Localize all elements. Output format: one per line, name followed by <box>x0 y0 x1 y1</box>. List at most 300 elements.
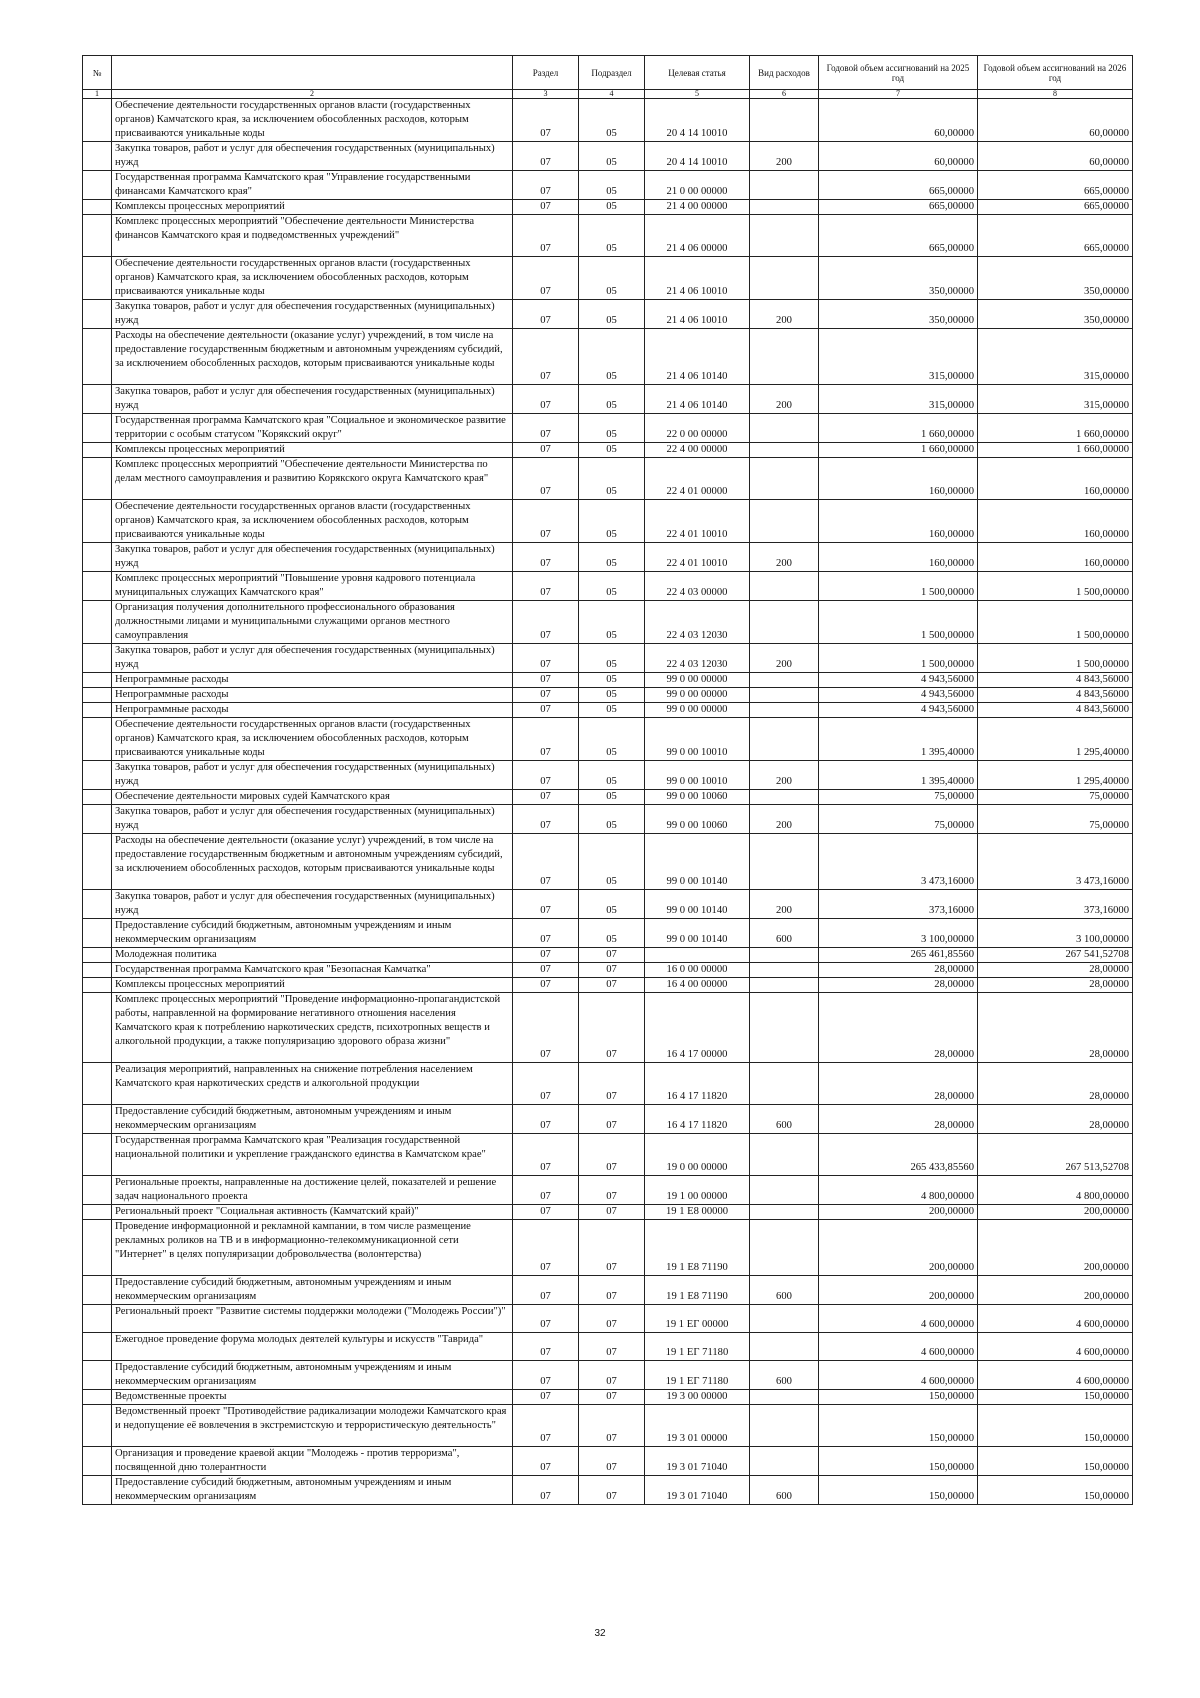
row-target-cell: 22 0 00 00000 <box>645 414 750 443</box>
row-name-cell: Обеспечение деятельности государственных органов власти (государственных органов) Камчатского края, за исключением обособленных расходов, которым присваиваются уникальные коды <box>112 257 513 300</box>
row-target-cell: 20 4 14 10010 <box>645 99 750 142</box>
table-row <box>83 1205 1133 1220</box>
row-kind-cell <box>750 948 819 963</box>
table-row <box>83 1134 1133 1176</box>
row-name-cell: Государственная программа Камчатского края "Управление государственными финансами Камчатского края" <box>112 171 513 200</box>
row-name-cell: Закупка товаров, работ и услуг для обеспечения государственных (муниципальных) нужд <box>112 805 513 834</box>
row-target-cell: 16 0 00 00000 <box>645 963 750 978</box>
row-razdel-cell: 07 <box>513 761 579 790</box>
row-2025-cell: 1 500,00000 <box>819 572 978 601</box>
row-number-cell <box>83 890 112 919</box>
row-name-cell: Непрограммные расходы <box>112 703 513 718</box>
row-number-cell <box>83 601 112 644</box>
row-razdel-cell: 07 <box>513 572 579 601</box>
row-kind-cell <box>750 1333 819 1361</box>
table-row <box>83 1476 1133 1505</box>
row-2025-cell: 3 100,00000 <box>819 919 978 948</box>
row-2026-cell: 4 843,56000 <box>978 673 1133 688</box>
row-number-cell <box>83 1276 112 1305</box>
row-razdel-cell: 07 <box>513 718 579 761</box>
table-row <box>83 703 1133 718</box>
row-2025-cell: 4 943,56000 <box>819 688 978 703</box>
row-razdel-cell: 07 <box>513 993 579 1063</box>
row-number-cell <box>83 805 112 834</box>
table-row <box>83 1361 1133 1390</box>
row-number-cell <box>83 171 112 200</box>
row-2025-cell: 1 500,00000 <box>819 601 978 644</box>
row-name-cell: Закупка товаров, работ и услуг для обеспечения государственных (муниципальных) нужд <box>112 300 513 329</box>
row-number-cell <box>83 1405 112 1447</box>
row-kind-cell <box>750 572 819 601</box>
row-number-cell <box>83 1447 112 1476</box>
row-2025-cell: 1 395,40000 <box>819 761 978 790</box>
table-row <box>83 1333 1133 1361</box>
row-podrazdel-cell: 05 <box>579 572 645 601</box>
row-razdel-cell: 07 <box>513 1361 579 1390</box>
row-2025-cell: 160,00000 <box>819 458 978 500</box>
row-razdel-cell: 07 <box>513 99 579 142</box>
row-kind-cell <box>750 718 819 761</box>
row-kind-cell <box>750 1405 819 1447</box>
row-2026-cell: 160,00000 <box>978 500 1133 543</box>
table-row <box>83 443 1133 458</box>
row-number-cell <box>83 644 112 673</box>
row-name-cell: Закупка товаров, работ и услуг для обеспечения государственных (муниципальных) нужд <box>112 890 513 919</box>
row-razdel-cell: 07 <box>513 601 579 644</box>
header-target: Целевая статья <box>645 56 750 90</box>
row-podrazdel-cell: 05 <box>579 805 645 834</box>
row-2025-cell: 315,00000 <box>819 385 978 414</box>
row-name-cell: Непрограммные расходы <box>112 688 513 703</box>
column-number: 5 <box>645 90 750 99</box>
row-kind-cell: 600 <box>750 1105 819 1134</box>
row-kind-cell <box>750 414 819 443</box>
row-name-cell: Ведомственный проект "Противодействие радикализации молодежи Камчатского края и недопущение её вовлечения в экстремистскую и террористическую деятельность" <box>112 1405 513 1447</box>
row-razdel-cell: 07 <box>513 385 579 414</box>
row-2025-cell: 1 660,00000 <box>819 414 978 443</box>
row-target-cell: 99 0 00 10060 <box>645 805 750 834</box>
row-podrazdel-cell: 05 <box>579 443 645 458</box>
row-name-cell: Организация и проведение краевой акции "Молодежь - против терроризма", посвященной дню толерантности <box>112 1447 513 1476</box>
row-name-cell: Молодежная политика <box>112 948 513 963</box>
row-podrazdel-cell: 05 <box>579 790 645 805</box>
row-2026-cell: 1 500,00000 <box>978 572 1133 601</box>
row-2026-cell: 60,00000 <box>978 142 1133 171</box>
row-target-cell: 21 4 00 00000 <box>645 200 750 215</box>
row-2026-cell: 150,00000 <box>978 1447 1133 1476</box>
row-target-cell: 19 1 ЕГ 00000 <box>645 1305 750 1333</box>
table-row <box>83 300 1133 329</box>
row-podrazdel-cell: 07 <box>579 1205 645 1220</box>
row-podrazdel-cell: 07 <box>579 978 645 993</box>
table-row <box>83 948 1133 963</box>
row-2026-cell: 350,00000 <box>978 300 1133 329</box>
row-2026-cell: 150,00000 <box>978 1390 1133 1405</box>
row-number-cell <box>83 1134 112 1176</box>
row-2026-cell: 373,16000 <box>978 890 1133 919</box>
row-razdel-cell: 07 <box>513 215 579 257</box>
row-razdel-cell: 07 <box>513 1105 579 1134</box>
row-name-cell: Закупка товаров, работ и услуг для обеспечения государственных (муниципальных) нужд <box>112 385 513 414</box>
row-number-cell <box>83 99 112 142</box>
row-podrazdel-cell: 05 <box>579 414 645 443</box>
row-2026-cell: 28,00000 <box>978 1063 1133 1105</box>
row-name-cell: Комплекс процессных мероприятий "Обеспечение деятельности Министерства по делам местного самоуправления и развитию Корякского округа Камчатского края" <box>112 458 513 500</box>
row-razdel-cell: 07 <box>513 300 579 329</box>
row-target-cell: 21 4 06 10140 <box>645 329 750 385</box>
column-number: 6 <box>750 90 819 99</box>
row-razdel-cell: 07 <box>513 1390 579 1405</box>
table-row <box>83 1390 1133 1405</box>
row-2026-cell: 665,00000 <box>978 215 1133 257</box>
row-kind-cell <box>750 1305 819 1333</box>
row-name-cell: Закупка товаров, работ и услуг для обеспечения государственных (муниципальных) нужд <box>112 543 513 572</box>
table-row <box>83 718 1133 761</box>
row-target-cell: 19 3 01 71040 <box>645 1476 750 1505</box>
row-kind-cell <box>750 688 819 703</box>
row-kind-cell: 600 <box>750 1276 819 1305</box>
row-razdel-cell: 07 <box>513 1205 579 1220</box>
row-name-cell: Государственная программа Камчатского края "Безопасная Камчатка" <box>112 963 513 978</box>
row-number-cell <box>83 948 112 963</box>
row-2025-cell: 160,00000 <box>819 500 978 543</box>
row-number-cell <box>83 1361 112 1390</box>
page-number: 32 <box>594 1628 606 1639</box>
row-kind-cell <box>750 601 819 644</box>
table-row <box>83 834 1133 890</box>
row-kind-cell: 600 <box>750 919 819 948</box>
row-podrazdel-cell: 05 <box>579 171 645 200</box>
column-number-row <box>83 90 1133 99</box>
row-target-cell: 99 0 00 00000 <box>645 688 750 703</box>
row-2026-cell: 160,00000 <box>978 458 1133 500</box>
row-2025-cell: 265 433,85560 <box>819 1134 978 1176</box>
row-target-cell: 19 1 Е8 71190 <box>645 1276 750 1305</box>
table-row <box>83 805 1133 834</box>
row-2026-cell: 4 843,56000 <box>978 703 1133 718</box>
table-row <box>83 1105 1133 1134</box>
table-row <box>83 1447 1133 1476</box>
row-name-cell: Комплекс процессных мероприятий "Обеспечение деятельности Министерства финансов Камчатского края и подведомственных учреждений" <box>112 215 513 257</box>
row-name-cell: Предоставление субсидий бюджетным, автономным учреждениям и иным некоммерческим организациям <box>112 1105 513 1134</box>
row-kind-cell <box>750 790 819 805</box>
row-razdel-cell: 07 <box>513 644 579 673</box>
row-razdel-cell: 07 <box>513 1220 579 1276</box>
row-target-cell: 16 4 17 11820 <box>645 1063 750 1105</box>
row-kind-cell <box>750 1447 819 1476</box>
row-podrazdel-cell: 05 <box>579 329 645 385</box>
table-row <box>83 1063 1133 1105</box>
column-number: 8 <box>978 90 1133 99</box>
row-podrazdel-cell: 05 <box>579 300 645 329</box>
row-kind-cell <box>750 1063 819 1105</box>
row-kind-cell: 200 <box>750 805 819 834</box>
row-target-cell: 19 1 ЕГ 71180 <box>645 1361 750 1390</box>
row-kind-cell: 600 <box>750 1361 819 1390</box>
row-kind-cell <box>750 500 819 543</box>
table-row <box>83 99 1133 142</box>
table-row <box>83 1305 1133 1333</box>
row-2025-cell: 150,00000 <box>819 1390 978 1405</box>
row-2026-cell: 200,00000 <box>978 1276 1133 1305</box>
row-kind-cell <box>750 673 819 688</box>
row-name-cell: Закупка товаров, работ и услуг для обеспечения государственных (муниципальных) нужд <box>112 644 513 673</box>
row-target-cell: 16 4 17 11820 <box>645 1105 750 1134</box>
row-target-cell: 16 4 17 00000 <box>645 993 750 1063</box>
row-razdel-cell: 07 <box>513 1333 579 1361</box>
row-kind-cell: 200 <box>750 385 819 414</box>
table-row <box>83 993 1133 1063</box>
row-number-cell <box>83 1333 112 1361</box>
row-podrazdel-cell: 05 <box>579 703 645 718</box>
row-2026-cell: 28,00000 <box>978 1105 1133 1134</box>
row-2026-cell: 3 473,16000 <box>978 834 1133 890</box>
table-row <box>83 200 1133 215</box>
table-row <box>83 215 1133 257</box>
row-podrazdel-cell: 05 <box>579 215 645 257</box>
row-kind-cell <box>750 963 819 978</box>
row-target-cell: 21 4 06 10010 <box>645 257 750 300</box>
row-2026-cell: 4 600,00000 <box>978 1333 1133 1361</box>
row-number-cell <box>83 200 112 215</box>
row-number-cell <box>83 414 112 443</box>
row-2025-cell: 200,00000 <box>819 1205 978 1220</box>
row-2025-cell: 28,00000 <box>819 963 978 978</box>
row-2026-cell: 4 600,00000 <box>978 1305 1133 1333</box>
row-podrazdel-cell: 07 <box>579 1276 645 1305</box>
row-number-cell <box>83 142 112 171</box>
row-name-cell: Региональный проект "Социальная активность (Камчатский край)" <box>112 1205 513 1220</box>
row-podrazdel-cell: 07 <box>579 1063 645 1105</box>
row-kind-cell <box>750 257 819 300</box>
row-number-cell <box>83 1476 112 1505</box>
row-target-cell: 99 0 00 10010 <box>645 718 750 761</box>
row-name-cell: Комплексы процессных мероприятий <box>112 200 513 215</box>
row-2026-cell: 75,00000 <box>978 805 1133 834</box>
row-target-cell: 99 0 00 10140 <box>645 919 750 948</box>
row-name-cell: Ежегодное проведение форума молодых деятелей культуры и искусств "Таврида" <box>112 1333 513 1361</box>
row-razdel-cell: 07 <box>513 673 579 688</box>
table-row <box>83 1176 1133 1205</box>
row-razdel-cell: 07 <box>513 1476 579 1505</box>
row-number-cell <box>83 993 112 1063</box>
row-target-cell: 16 4 00 00000 <box>645 978 750 993</box>
row-number-cell <box>83 963 112 978</box>
header-podrazdel: Подраздел <box>579 56 645 90</box>
row-2025-cell: 350,00000 <box>819 257 978 300</box>
row-name-cell: Закупка товаров, работ и услуг для обеспечения государственных (муниципальных) нужд <box>112 142 513 171</box>
row-razdel-cell: 07 <box>513 200 579 215</box>
row-name-cell: Закупка товаров, работ и услуг для обеспечения государственных (муниципальных) нужд <box>112 761 513 790</box>
row-2026-cell: 4 600,00000 <box>978 1361 1133 1390</box>
table-row <box>83 1405 1133 1447</box>
row-2025-cell: 1 500,00000 <box>819 644 978 673</box>
row-2025-cell: 75,00000 <box>819 790 978 805</box>
row-razdel-cell: 07 <box>513 805 579 834</box>
table-row <box>83 919 1133 948</box>
row-kind-cell <box>750 1220 819 1276</box>
table-row <box>83 673 1133 688</box>
row-razdel-cell: 07 <box>513 703 579 718</box>
budget-table <box>82 55 1133 1505</box>
row-target-cell: 99 0 00 10010 <box>645 761 750 790</box>
row-podrazdel-cell: 05 <box>579 919 645 948</box>
row-name-cell: Проведение информационной и рекламной кампании, в том числе размещение рекламных роликов на ТВ и в информационно-телекоммуникационной сети "Интернет" в целях популяризации добровольчества (волонтерства) <box>112 1220 513 1276</box>
row-podrazdel-cell: 07 <box>579 1176 645 1205</box>
row-target-cell: 99 0 00 00000 <box>645 703 750 718</box>
row-razdel-cell: 07 <box>513 500 579 543</box>
row-name-cell: Расходы на обеспечение деятельности (оказание услуг) учреждений, в том числе на предоставление государственным бюджетным и автономным учреждениям субсидий, за исключением обособленных расходов, которым присваиваются уникальные коды <box>112 329 513 385</box>
row-2025-cell: 28,00000 <box>819 1063 978 1105</box>
row-number-cell <box>83 329 112 385</box>
table-row <box>83 688 1133 703</box>
row-razdel-cell: 07 <box>513 948 579 963</box>
row-razdel-cell: 07 <box>513 171 579 200</box>
row-razdel-cell: 07 <box>513 688 579 703</box>
row-podrazdel-cell: 07 <box>579 993 645 1063</box>
row-2025-cell: 373,16000 <box>819 890 978 919</box>
row-number-cell <box>83 1220 112 1276</box>
row-kind-cell: 200 <box>750 761 819 790</box>
row-2025-cell: 60,00000 <box>819 142 978 171</box>
row-razdel-cell: 07 <box>513 142 579 171</box>
row-kind-cell <box>750 1134 819 1176</box>
row-podrazdel-cell: 05 <box>579 761 645 790</box>
row-target-cell: 99 0 00 10140 <box>645 890 750 919</box>
row-2026-cell: 315,00000 <box>978 329 1133 385</box>
row-2026-cell: 160,00000 <box>978 543 1133 572</box>
row-2026-cell: 1 660,00000 <box>978 414 1133 443</box>
row-razdel-cell: 07 <box>513 1447 579 1476</box>
row-2026-cell: 4 800,00000 <box>978 1176 1133 1205</box>
row-2026-cell: 28,00000 <box>978 993 1133 1063</box>
table-row <box>83 385 1133 414</box>
row-2025-cell: 315,00000 <box>819 329 978 385</box>
row-2026-cell: 315,00000 <box>978 385 1133 414</box>
column-number: 4 <box>579 90 645 99</box>
table-row <box>83 171 1133 200</box>
row-podrazdel-cell: 07 <box>579 1361 645 1390</box>
row-target-cell: 19 1 Е8 00000 <box>645 1205 750 1220</box>
table-row <box>83 761 1133 790</box>
row-target-cell: 19 1 Е8 71190 <box>645 1220 750 1276</box>
row-name-cell: Обеспечение деятельности государственных органов власти (государственных органов) Камчатского края, за исключением обособленных расходов, которым присваиваются уникальные коды <box>112 500 513 543</box>
row-number-cell <box>83 1105 112 1134</box>
row-2025-cell: 200,00000 <box>819 1220 978 1276</box>
row-kind-cell <box>750 443 819 458</box>
row-name-cell: Комплексы процессных мероприятий <box>112 978 513 993</box>
row-target-cell: 21 4 06 10140 <box>645 385 750 414</box>
header-2025: Годовой объем ассигнований на 2025 год <box>819 56 978 90</box>
row-kind-cell <box>750 993 819 1063</box>
row-2026-cell: 200,00000 <box>978 1220 1133 1276</box>
row-number-cell <box>83 458 112 500</box>
row-podrazdel-cell: 07 <box>579 1305 645 1333</box>
row-number-cell <box>83 703 112 718</box>
row-target-cell: 21 4 06 10010 <box>645 300 750 329</box>
row-2025-cell: 150,00000 <box>819 1447 978 1476</box>
row-name-cell: Расходы на обеспечение деятельности (оказание услуг) учреждений, в том числе на предоставление государственным бюджетным и автономным учреждениям субсидий, за исключением обособленных расходов, которым присваиваются уникальные коды <box>112 834 513 890</box>
row-2025-cell: 665,00000 <box>819 200 978 215</box>
table-row <box>83 978 1133 993</box>
row-kind-cell <box>750 703 819 718</box>
row-podrazdel-cell: 05 <box>579 500 645 543</box>
row-kind-cell: 200 <box>750 644 819 673</box>
row-podrazdel-cell: 07 <box>579 1405 645 1447</box>
row-2026-cell: 60,00000 <box>978 99 1133 142</box>
row-2026-cell: 3 100,00000 <box>978 919 1133 948</box>
row-2025-cell: 4 800,00000 <box>819 1176 978 1205</box>
row-2025-cell: 1 395,40000 <box>819 718 978 761</box>
row-razdel-cell: 07 <box>513 458 579 500</box>
row-razdel-cell: 07 <box>513 890 579 919</box>
row-2026-cell: 267 513,52708 <box>978 1134 1133 1176</box>
row-razdel-cell: 07 <box>513 1276 579 1305</box>
header-no: № <box>83 56 112 90</box>
row-number-cell <box>83 1305 112 1333</box>
row-target-cell: 20 4 14 10010 <box>645 142 750 171</box>
row-target-cell: 22 4 01 00000 <box>645 458 750 500</box>
row-2026-cell: 28,00000 <box>978 963 1133 978</box>
row-razdel-cell: 07 <box>513 1134 579 1176</box>
row-2025-cell: 265 461,85560 <box>819 948 978 963</box>
row-number-cell <box>83 215 112 257</box>
row-podrazdel-cell: 05 <box>579 688 645 703</box>
column-number: 3 <box>513 90 579 99</box>
row-2025-cell: 4 600,00000 <box>819 1361 978 1390</box>
table-body <box>83 99 1133 1505</box>
row-number-cell <box>83 1176 112 1205</box>
row-number-cell <box>83 500 112 543</box>
row-name-cell: Реализация мероприятий, направленных на снижение потребления населением Камчатского края наркотических средств и алкогольной продукции <box>112 1063 513 1105</box>
row-name-cell: Предоставление субсидий бюджетным, автономным учреждениям и иным некоммерческим организациям <box>112 1476 513 1505</box>
row-number-cell <box>83 790 112 805</box>
header-razdel: Раздел <box>513 56 579 90</box>
row-podrazdel-cell: 05 <box>579 890 645 919</box>
row-podrazdel-cell: 05 <box>579 142 645 171</box>
row-podrazdel-cell: 07 <box>579 1134 645 1176</box>
table-row <box>83 543 1133 572</box>
row-2026-cell: 1 295,40000 <box>978 718 1133 761</box>
row-name-cell: Региональный проект "Развитие системы поддержки молодежи ("Молодежь России")" <box>112 1305 513 1333</box>
row-name-cell: Государственная программа Камчатского края "Реализация государственной национальной политики и укрепление гражданского единства в Камчатском крае" <box>112 1134 513 1176</box>
row-kind-cell <box>750 171 819 200</box>
row-target-cell: 99 0 00 10140 <box>645 834 750 890</box>
row-2026-cell: 1 295,40000 <box>978 761 1133 790</box>
row-kind-cell: 600 <box>750 1476 819 1505</box>
row-podrazdel-cell: 05 <box>579 543 645 572</box>
row-number-cell <box>83 718 112 761</box>
row-2026-cell: 1 500,00000 <box>978 644 1133 673</box>
row-target-cell: 19 3 01 00000 <box>645 1405 750 1447</box>
row-2026-cell: 665,00000 <box>978 171 1133 200</box>
row-kind-cell <box>750 834 819 890</box>
row-2026-cell: 350,00000 <box>978 257 1133 300</box>
row-podrazdel-cell: 07 <box>579 948 645 963</box>
row-2025-cell: 1 660,00000 <box>819 443 978 458</box>
column-number: 1 <box>83 90 112 99</box>
row-2025-cell: 200,00000 <box>819 1276 978 1305</box>
row-number-cell <box>83 300 112 329</box>
row-2026-cell: 665,00000 <box>978 200 1133 215</box>
row-name-cell: Региональные проекты, направленные на достижение целей, показателей и решение задач национального проекта <box>112 1176 513 1205</box>
row-2025-cell: 150,00000 <box>819 1405 978 1447</box>
row-name-cell: Комплексы процессных мероприятий <box>112 443 513 458</box>
row-kind-cell <box>750 215 819 257</box>
row-target-cell: 22 4 01 10010 <box>645 500 750 543</box>
row-2025-cell: 665,00000 <box>819 215 978 257</box>
row-number-cell <box>83 978 112 993</box>
